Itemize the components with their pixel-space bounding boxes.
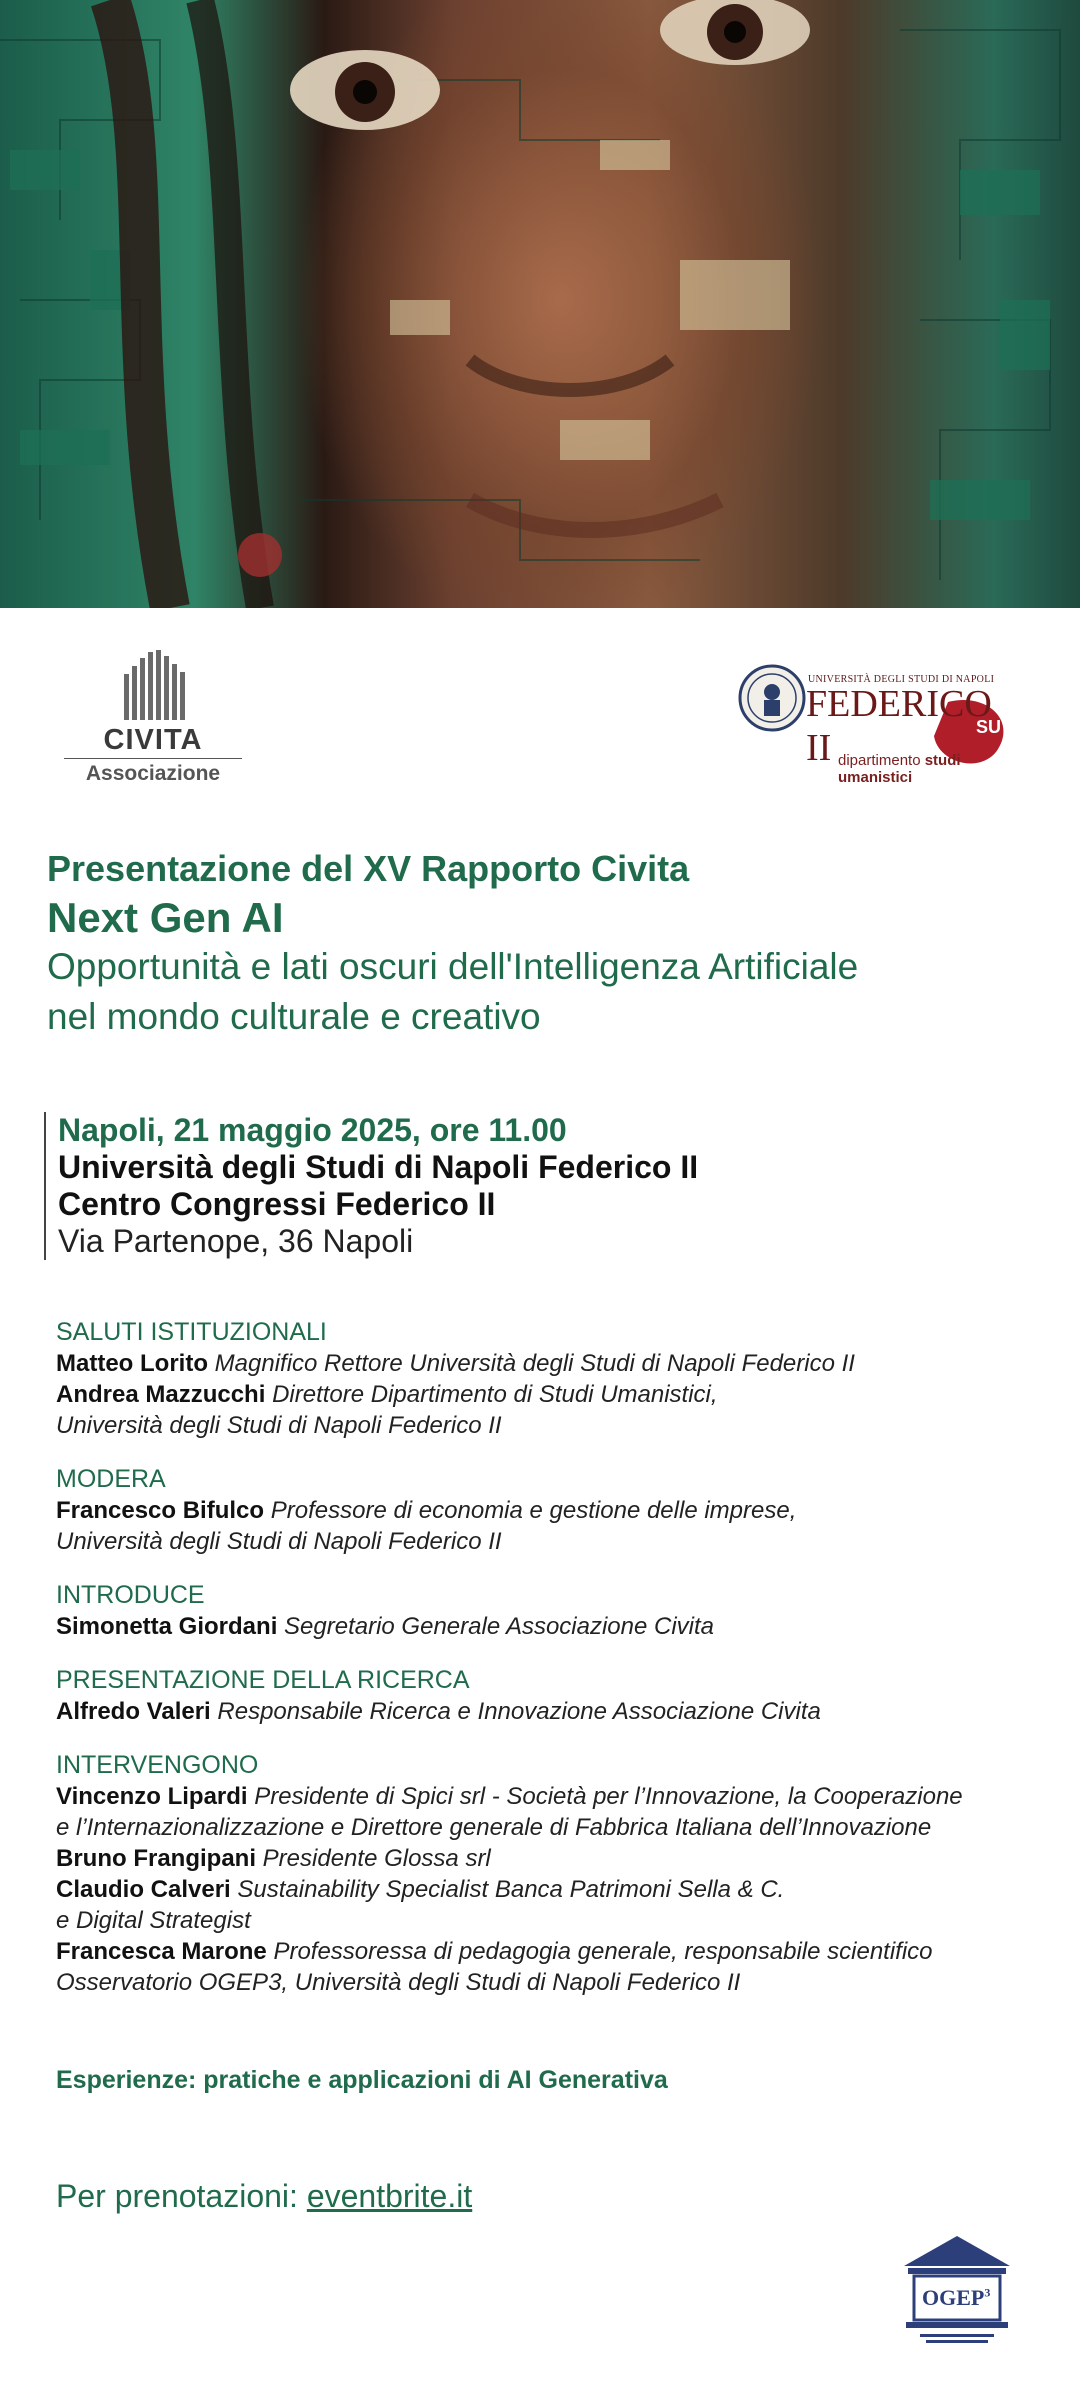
civita-divider xyxy=(64,758,242,759)
speaker-name: Francesca Marone xyxy=(56,1938,267,1965)
speaker-role: Presidente Glossa srl xyxy=(262,1845,491,1872)
section-ricerca xyxy=(56,1664,1066,1727)
speaker-name: Francesco Bifulco xyxy=(56,1497,265,1524)
eventbrite-link[interactable]: eventbrite.it xyxy=(306,2178,473,2214)
speaker-row xyxy=(56,1611,1066,1642)
speaker-row xyxy=(56,1843,1066,1874)
section-title: INTERVENGONO xyxy=(56,1751,259,1779)
speaker-name: Claudio Calveri xyxy=(56,1876,231,1903)
program xyxy=(56,1316,1066,2020)
speaker-name: Alfredo Valeri xyxy=(56,1698,211,1725)
booking-label: Per prenotazioni: xyxy=(56,2178,298,2214)
hero-image xyxy=(0,0,1080,608)
dept-name: studi umanistici xyxy=(838,752,961,786)
event-subtitle xyxy=(47,942,858,1042)
venue-block xyxy=(44,1112,698,1260)
civita-logo xyxy=(62,648,244,790)
speaker-row xyxy=(56,1348,1066,1379)
unina-university-label: UNIVERSITÀ DEGLI STUDI DI NAPOLI xyxy=(808,674,995,685)
speaker-role-continued: e Digital Strategist xyxy=(56,1907,251,1934)
section-introduce xyxy=(56,1579,1066,1642)
federico-ii-logo xyxy=(738,662,1020,786)
speaker-role: Responsabile Ricerca e Innovazione Associazione Civita xyxy=(217,1698,821,1725)
speaker-role: Professoressa di pedagogia generale, responsabile scientifico xyxy=(273,1938,933,1965)
section-title: MODERA xyxy=(56,1465,166,1493)
speaker-role: Direttore Dipartimento di Studi Umanistici, xyxy=(272,1381,718,1408)
speaker-role: Segretario Generale Associazione Civita xyxy=(284,1613,715,1640)
booking-line xyxy=(56,2178,472,2215)
event-subtitle-line-1: Opportunità e lati oscuri dell'Intelligenza Artificiale xyxy=(47,946,859,987)
section-modera xyxy=(56,1463,1066,1557)
unina-department xyxy=(838,752,1020,786)
ogep-wordmark: OGEP$^3$ xyxy=(922,2285,991,2310)
civita-columns-icon xyxy=(62,648,244,728)
speaker-row xyxy=(56,1696,1066,1727)
su-badge: SU xyxy=(976,717,1002,737)
speaker-role: Presidente di Spici srl - Società per l’Innovazione, la Cooperazione xyxy=(254,1783,963,1810)
eye-left xyxy=(290,50,440,130)
section-title: PRESENTAZIONE DELLA RICERCA xyxy=(56,1666,470,1694)
speaker-name: Vincenzo Lipardi xyxy=(56,1783,248,1810)
speaker-name: Simonetta Giordani xyxy=(56,1613,278,1640)
speaker-role: Magnifico Rettore Università degli Studi di Napoli Federico II xyxy=(214,1350,855,1377)
speaker-role-continued: Università degli Studi di Napoli Federico II xyxy=(56,1412,502,1439)
speaker-row xyxy=(56,1874,1066,1905)
speaker-row xyxy=(56,1936,1066,1967)
speaker-name: Bruno Frangipani xyxy=(56,1845,256,1872)
speaker-name: Andrea Mazzucchi xyxy=(56,1381,266,1408)
speaker-row xyxy=(56,1781,1066,1812)
dept-label: dipartimento xyxy=(838,752,921,769)
eye-right xyxy=(660,0,810,65)
speaker-row xyxy=(56,1379,1066,1410)
experience-session: Esperienze: pratiche e applicazioni di AI Generativa xyxy=(56,2066,668,2094)
speaker-role-continued: e l’Internazionalizzazione e Direttore generale di Fabbrica Italiana dell’Innovazione xyxy=(56,1814,932,1841)
speaker-row xyxy=(56,1495,1066,1526)
venue-university: Università degli Studi di Napoli Federico II xyxy=(58,1149,699,1185)
speaker-role-continued: Università degli Studi di Napoli Federico II xyxy=(56,1528,502,1555)
presentation-heading: Presentazione del XV Rapporto Civita xyxy=(47,848,690,889)
section-title: INTRODUCE xyxy=(56,1581,205,1609)
event-subtitle-line-2: nel mondo culturale e creativo xyxy=(47,996,541,1037)
ogep-logo xyxy=(892,2230,1022,2350)
venue-address: Via Partenope, 36 Napoli xyxy=(58,1223,414,1259)
event-date: Napoli, 21 maggio 2025, ore 11.00 xyxy=(58,1112,567,1148)
civita-subtitle: Associazione xyxy=(85,762,221,785)
speaker-role: Professore di economia e gestione delle imprese, xyxy=(270,1497,797,1524)
unina-wordmark: FEDERICO II xyxy=(806,683,992,769)
speaker-name: Matteo Lorito xyxy=(56,1350,208,1377)
circuit-face-illustration xyxy=(0,0,1080,608)
speaker-role-continued: Osservatorio OGEP3, Università degli Studi di Napoli Federico II xyxy=(56,1969,741,1996)
civita-wordmark: CIVITA xyxy=(103,724,203,756)
section-title: SALUTI ISTITUZIONALI xyxy=(56,1318,327,1346)
venue-center: Centro Congressi Federico II xyxy=(58,1186,496,1222)
event-title: Next Gen AI xyxy=(47,894,284,941)
speaker-role: Sustainability Specialist Banca Patrimoni Sella & C. xyxy=(237,1876,785,1903)
section-intervengono xyxy=(56,1749,1066,1998)
section-saluti xyxy=(56,1316,1066,1441)
